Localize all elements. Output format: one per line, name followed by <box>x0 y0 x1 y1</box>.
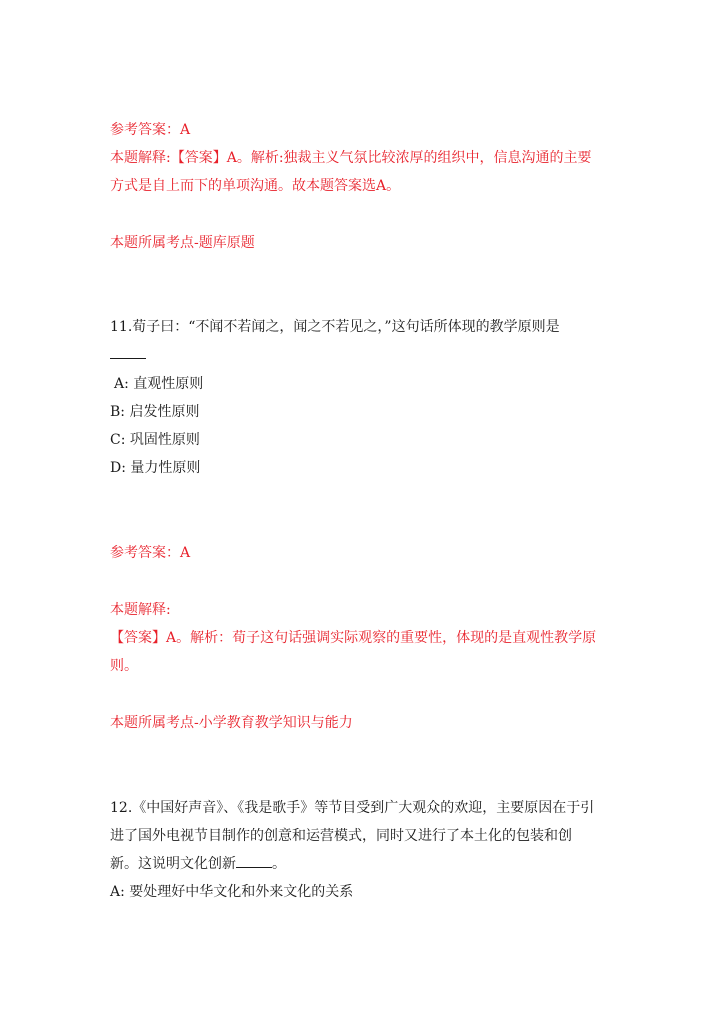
q12-stem-line3 <box>110 855 620 873</box>
option-letter: D: <box>110 460 126 476</box>
q12-stem-line1: 12.《中国好声音》、《我是歌手》等节目受到广大观众的欢迎，主要原因在于引 <box>110 800 595 816</box>
option-text: 量力性原则 <box>130 460 201 476</box>
q11-explanation-line1: 【答案】A。解析：荀子这句话强调实际观察的重要性，体现的是直观性教学原 <box>110 630 597 646</box>
q11-option-b <box>110 403 620 421</box>
option-letter: A: <box>110 884 125 900</box>
answer-blank <box>110 346 146 359</box>
q12-option-a <box>110 883 620 901</box>
q12-stem-prefix: 新。这说明文化创新 <box>110 856 236 872</box>
q11-option-d <box>110 459 620 477</box>
option-letter: A: <box>114 376 129 392</box>
q10-explanation-line2: 方式是自上而下的单项沟通。故本题答案选A。 <box>110 178 401 194</box>
q11-blank-line <box>110 346 620 364</box>
q10-answer <box>110 121 620 139</box>
q10-explanation-line1: 本题解释:【答案】A。解析:独裁主义气氛比较浓厚的组织中，信息沟通的主要 <box>110 150 592 166</box>
q11-option-c <box>110 431 620 449</box>
q11-answer <box>110 544 620 562</box>
option-text: 巩固性原则 <box>129 432 200 448</box>
q10-answer-value: A <box>180 122 191 138</box>
q11-answer-label: 参考答案： <box>110 545 180 561</box>
q10-topic: 本题所属考点-题库原题 <box>110 235 255 251</box>
q11-explanation-label: 本题解释: <box>110 602 171 618</box>
option-letter: B: <box>110 404 126 420</box>
q11-answer-value: A <box>180 545 191 561</box>
q11-explanation-line2: 则。 <box>110 658 138 674</box>
q12-stem-suffix: 。 <box>272 856 286 872</box>
answer-blank <box>236 855 272 868</box>
option-text: 启发性原则 <box>129 404 200 420</box>
q11-option-a <box>114 375 624 393</box>
q11-topic: 本题所属考点-小学教育教学知识与能力 <box>110 715 353 731</box>
q10-answer-label: 参考答案： <box>110 122 180 138</box>
option-text: 直观性原则 <box>133 376 204 392</box>
q11-stem: 11.荀子曰：“不闻不若闻之，闻之不若见之，”这句话所体现的教学原则是 <box>110 319 560 335</box>
option-letter: C: <box>110 432 126 448</box>
q12-stem-line2: 进了国外电视节目制作的创意和运营模式，同时又进行了本土化的包装和创 <box>110 828 572 844</box>
option-text: 要处理好中华文化和外来文化的关系 <box>129 884 354 900</box>
